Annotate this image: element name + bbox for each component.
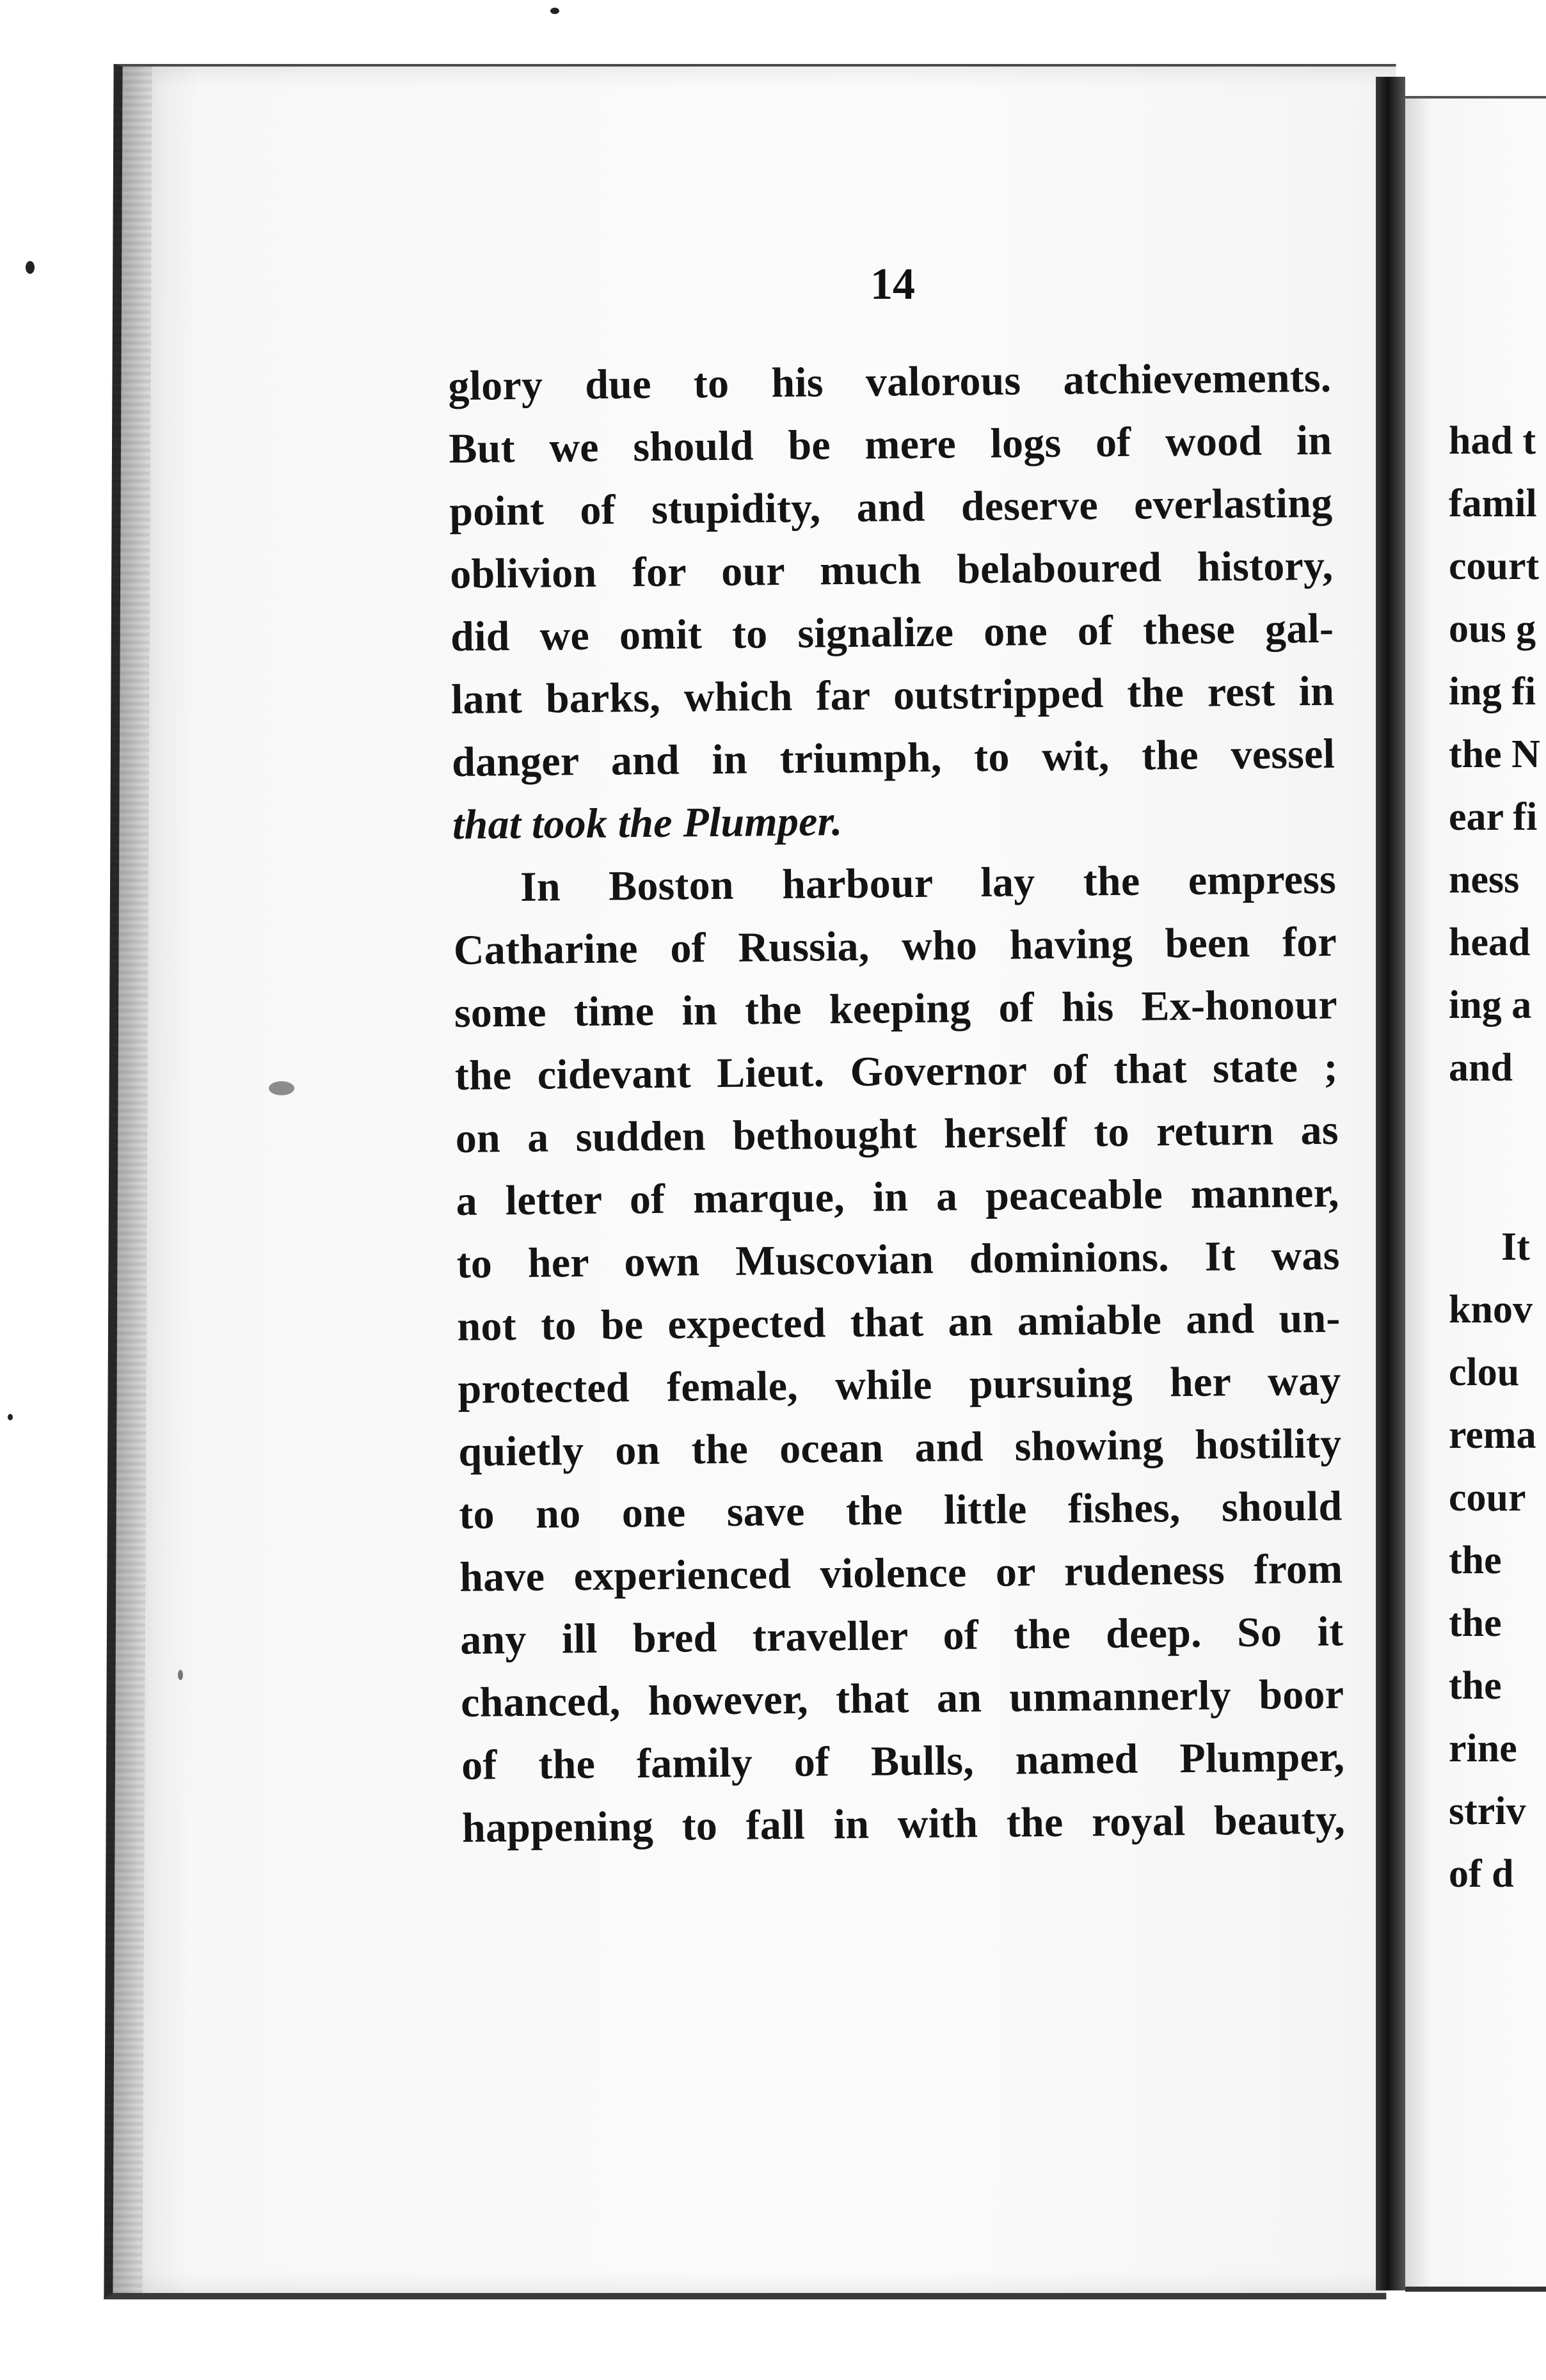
text-line: But we should be mere logs of wood in — [449, 416, 1332, 472]
text-line: danger and in triumph, to wit, the vessel — [451, 730, 1335, 786]
text-line: to no one save the little fishes, should — [459, 1482, 1343, 1538]
text-line: glory due to his valorous atchievements. — [448, 354, 1332, 409]
facing-line: ear fi — [1449, 795, 1538, 839]
speck — [8, 1414, 13, 1420]
facing-line: and — [1449, 1046, 1513, 1090]
facing-line: knov — [1449, 1288, 1533, 1331]
facing-line: court — [1449, 544, 1540, 588]
text-line: protected female, while pursuing her way — [458, 1357, 1341, 1413]
text-line: the cidevant Lieut. Governor of that state ; — [454, 1043, 1339, 1099]
facing-line: cour — [1449, 1476, 1526, 1519]
text-line: any ill bred traveller of the deep. So it — [459, 1608, 1344, 1663]
facing-line: the — [1449, 1539, 1502, 1582]
text-line: Catharine of Russia, who having been for — [453, 918, 1337, 974]
facing-line: famil — [1449, 482, 1537, 525]
facing-line: It — [1501, 1225, 1530, 1269]
text-line: have experienced violence or rudeness from — [459, 1545, 1343, 1601]
text-line: chanced, however, that an unmannerly boor — [460, 1670, 1344, 1726]
text-line: not to be expected that an amiable and un- — [457, 1294, 1341, 1350]
facing-line: the — [1449, 1601, 1502, 1645]
text-line: to her own Muscovian dominions. It was — [456, 1232, 1340, 1287]
speck — [269, 1081, 294, 1095]
facing-line: rine — [1449, 1727, 1517, 1770]
speck — [26, 261, 35, 274]
text-line: on a sudden bethought herself to return as — [455, 1106, 1339, 1162]
text-line-italic: that took the Plumper. — [452, 798, 843, 848]
facing-line: rema — [1449, 1413, 1536, 1457]
body-text — [448, 347, 1346, 1860]
book-gutter — [1376, 77, 1405, 2290]
facing-line: clou — [1449, 1351, 1520, 1394]
text-line: oblivion for our much belaboured history, — [449, 542, 1334, 598]
page-number: 14 — [870, 260, 915, 309]
facing-line: striv — [1449, 1789, 1526, 1833]
paragraph-start-line: In Boston harbour lay the empress — [520, 855, 1337, 910]
facing-line: ing fi — [1449, 670, 1536, 713]
right-page-partial — [1405, 96, 1546, 2292]
text-line: some time in the keeping of his Ex-honour — [454, 981, 1338, 1036]
speck — [550, 8, 559, 14]
facing-line: head — [1449, 921, 1531, 964]
facing-line: had t — [1449, 419, 1536, 463]
facing-line: of d — [1449, 1852, 1514, 1896]
facing-line: ing a — [1449, 983, 1532, 1027]
text-line: did we omit to signalize one of these gal- — [450, 605, 1334, 660]
text-line: point of stupidity, and deserve everlasting — [449, 479, 1333, 535]
text-line: quietly on the ocean and showing hostility — [458, 1420, 1342, 1475]
speck — [178, 1670, 183, 1680]
facing-line: ness — [1449, 858, 1520, 901]
facing-line: the N — [1449, 733, 1540, 776]
facing-line: ous g — [1449, 607, 1536, 651]
text-line: happening to fall in with the royal beauty, — [461, 1796, 1346, 1852]
text-line: a letter of marque, in a peaceable manner, — [456, 1169, 1339, 1225]
text-line: of the family of Bulls, named Plumper, — [461, 1733, 1345, 1789]
text-line: lant barks, which far outstripped the rest in — [450, 667, 1335, 723]
facing-line: the — [1449, 1664, 1502, 1708]
